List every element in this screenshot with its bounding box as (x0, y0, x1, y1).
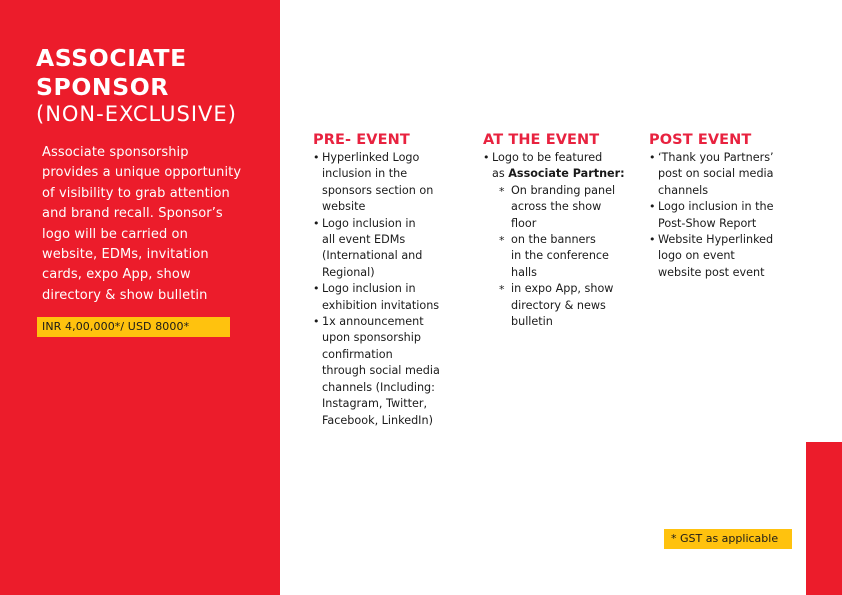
asterisk-icon: * (499, 283, 505, 297)
bullet-icon: • (313, 151, 320, 164)
intro-line: directory & show bulletin (42, 287, 208, 303)
item-line: ‘Thank you Partners’ (658, 151, 774, 164)
item-line: (International and (322, 249, 423, 263)
item-line: Facebook, LinkedIn) (322, 413, 433, 427)
at-event-heading: AT THE EVENT (483, 132, 600, 148)
item-line: inclusion in the (322, 167, 408, 181)
at-event-sublist (492, 183, 633, 331)
item-line: across the show (511, 200, 602, 214)
list-item (313, 281, 463, 314)
list-item (313, 216, 463, 282)
bullet-icon: • (313, 282, 320, 296)
bullet-icon: • (313, 315, 320, 329)
intro-line: of visibility to grab attention (42, 185, 230, 201)
bullet-icon: • (649, 233, 656, 247)
intro-line: provides a unique opportunity (42, 165, 242, 181)
title-line-2: SPONSOR (36, 73, 169, 101)
bullet-icon: • (649, 151, 656, 164)
sub-list-item (492, 183, 633, 232)
gst-note-badge: * GST as applicable (664, 529, 792, 549)
title-subtitle: (NON-EXCLUSIVE) (36, 102, 237, 126)
item-line: logo on event (658, 249, 735, 263)
item-line: Instagram, Twitter, (322, 397, 428, 411)
intro-paragraph (42, 143, 264, 306)
item-line: Post-Show Report (658, 216, 757, 230)
asterisk-icon: * (499, 234, 505, 248)
at-event-list (483, 150, 633, 330)
bullet-icon: • (313, 216, 320, 230)
post-event-column (649, 130, 799, 281)
list-item (649, 150, 799, 199)
price-badge: INR 4,00,000*/ USD 8000* (37, 317, 230, 337)
list-item (649, 199, 799, 232)
item-line: post on social media (658, 167, 774, 181)
item-line: channels (658, 183, 709, 197)
bullet-icon: • (649, 200, 656, 214)
item-line: On branding panel (511, 183, 616, 197)
list-item (313, 314, 463, 429)
intro-line: Associate sponsorship (42, 145, 189, 160)
item-line: on the banners (511, 233, 596, 247)
intro-line: website, EDMs, invitation (42, 247, 209, 263)
item-line: 1x announcement (322, 315, 424, 329)
item-line: channels (Including: (322, 380, 435, 394)
list-item (313, 150, 463, 216)
at-event-column (483, 130, 633, 330)
item-line: Regional) (322, 265, 375, 279)
item-line: halls (511, 265, 537, 279)
item-line: all event EDMs (322, 233, 406, 247)
title-line-1: ASSOCIATE (36, 44, 187, 72)
item-line: Logo inclusion in (322, 216, 416, 230)
sub-list-item (492, 281, 633, 330)
intro-line: cards, expo App, show (42, 267, 191, 283)
item-line: bulletin (511, 315, 553, 329)
item-line: website post event (658, 265, 765, 279)
pre-event-column (313, 130, 463, 429)
item-line: Logo inclusion in (322, 282, 416, 296)
bullet-icon: • (483, 151, 490, 164)
item-line: floor (511, 216, 537, 230)
item-line: in expo App, show (511, 282, 614, 296)
item-line: Logo inclusion in the (658, 200, 774, 214)
associate-partner-label: Associate Partner: (508, 167, 625, 181)
item-line: website (322, 200, 366, 214)
list-item (649, 232, 799, 281)
item-line: directory & news (511, 298, 606, 312)
item-line (492, 166, 633, 182)
pre-event-list (313, 150, 463, 429)
item-line: Hyperlinked Logo (322, 151, 420, 164)
item-line: Website Hyperlinked (658, 233, 774, 247)
pre-event-heading: PRE- EVENT (313, 132, 410, 148)
item-line: upon sponsorship (322, 331, 421, 345)
asterisk-icon: * (499, 184, 505, 198)
list-item (483, 150, 633, 330)
intro-line: and brand recall. Sponsor’s (42, 206, 223, 222)
item-line: sponsors section on (322, 183, 434, 197)
item-line-prefix: as (492, 167, 509, 181)
item-line: exhibition invitations (322, 298, 440, 312)
post-event-list (649, 150, 799, 281)
post-event-heading: POST EVENT (649, 132, 752, 148)
accent-bar (806, 442, 842, 595)
sub-list-item (492, 232, 633, 281)
item-line: confirmation (322, 347, 393, 361)
item-line: through social media (322, 364, 440, 378)
intro-line: logo will be carried on (42, 226, 188, 242)
item-line: in the conference (511, 249, 609, 263)
item-line: Logo to be featured (492, 151, 603, 164)
